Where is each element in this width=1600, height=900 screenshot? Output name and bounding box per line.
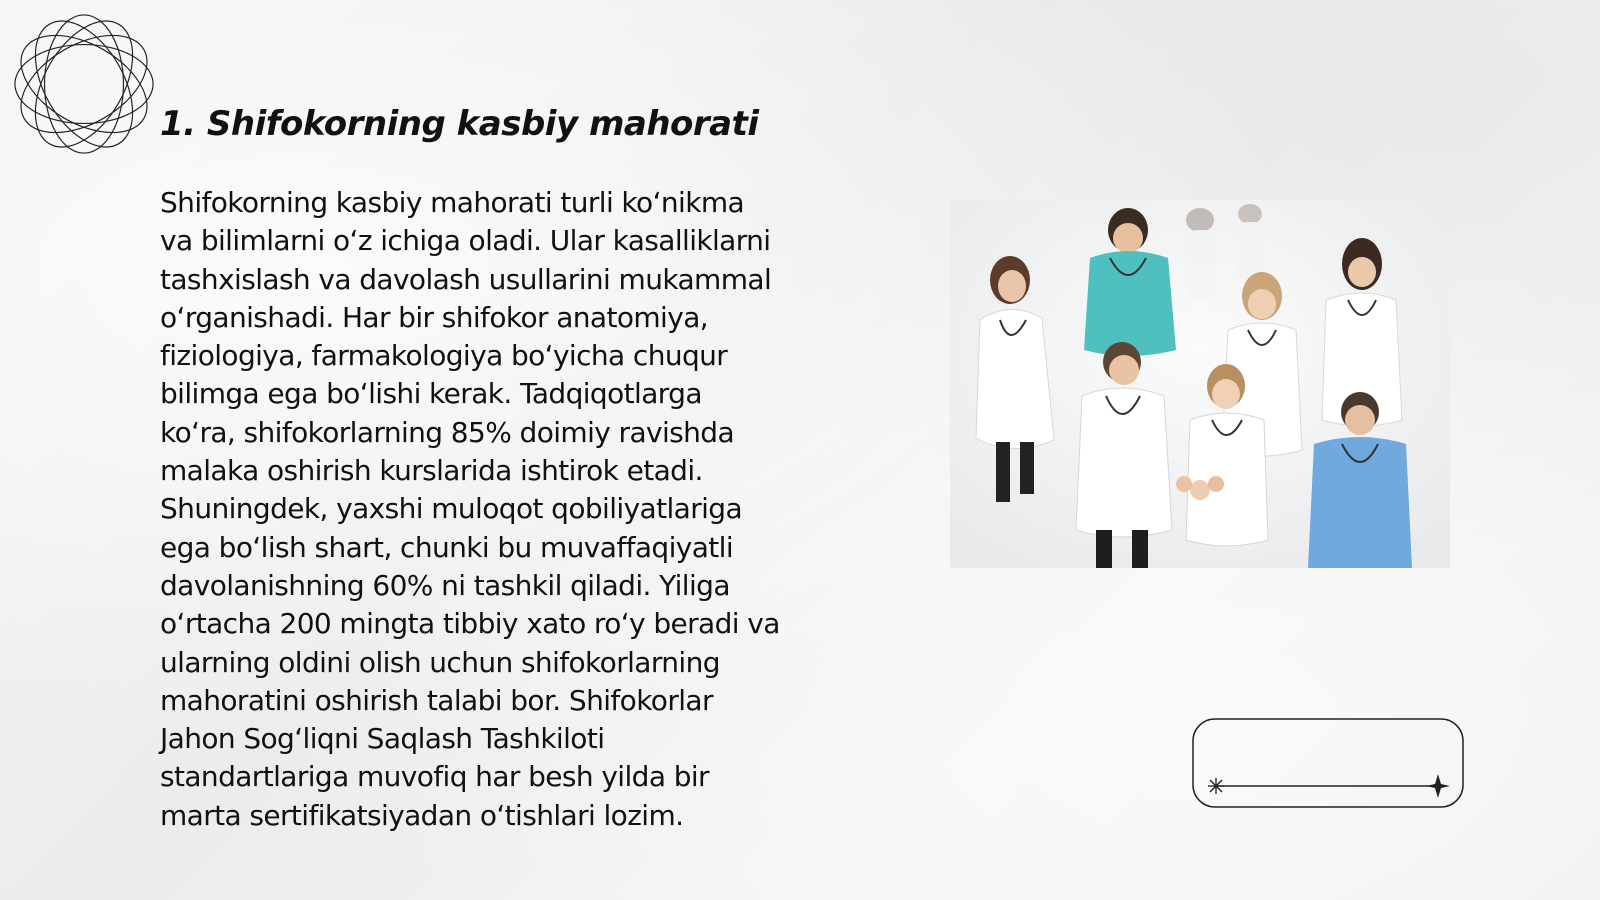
doctors-illustration xyxy=(950,200,1450,568)
spirograph-ornament-icon xyxy=(10,10,158,158)
slide-body-text: Shifokorning kasbiy mahorati turli koʻnikma va bilimlarni oʻz ichiga oladi. Ular kasalliklarni tashxislash va davolash usullarini mukammal oʻrganishadi. Har bir shifokor anatomiya, fiziologiya, farmakologiya boʻyicha chuqur bilimga ega boʻlishi kerak. Tadqiqotlarga koʻra, shifokorlarning 85% doimiy ravishda malaka oshirish kurslarida ishtirok etadi. Shuningdek, yaxshi muloqot qobiliyatlariga ega boʻlish shart, chunki bu muvaffaqiyatli davolanishning 60% ni tashkil qiladi. Yiliga oʻrtacha 200 mingta tibbiy xato roʻy beradi va ularning oldini olish uchun shifokorlarning mahoratini oshirish talabi bor. Shifokorlar Jahon Sogʻliqni Saqlash Tashkiloti standartlariga muvofiq har besh yilda bir marta sertifikatsiyadan oʻtishlari lozim. xyxy=(160,186,780,832)
slide-title: 1. Shifokorning kasbiy mahorati xyxy=(160,104,759,144)
doctors-group-photo xyxy=(950,200,1450,568)
callout-frame-icon xyxy=(1192,718,1464,808)
